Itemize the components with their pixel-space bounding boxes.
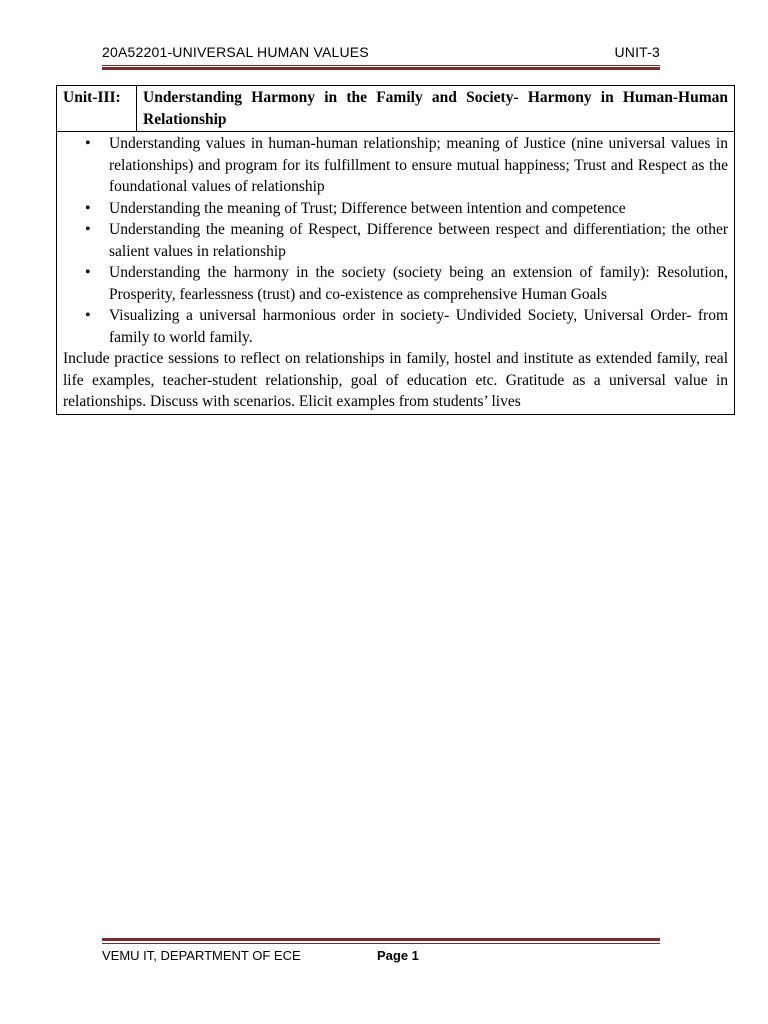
topic-item: • Understanding the meaning of Trust; Difference between intention and competence	[109, 198, 728, 220]
topic-list	[63, 133, 728, 348]
unit-title: Understanding Harmony in the Family and Society- Harmony in Human-Human Relationship	[137, 86, 735, 132]
department-name: VEMU IT, DEPARTMENT OF ECE	[102, 948, 301, 963]
practice-note: Include practice sessions to reflect on relationships in family, hostel and institute as extended family, real life examples, teacher-student relationship, goal of education etc. Gratitude as a universal value in relationships. Discuss with scenarios. Elicit examples from students’ lives	[63, 350, 728, 410]
header-divider-thick	[102, 67, 660, 70]
unit-heading-row	[57, 86, 735, 132]
page-number: Page 1	[377, 948, 419, 963]
unit-content	[57, 132, 735, 415]
footer-divider	[102, 943, 660, 944]
syllabus-table	[56, 85, 735, 415]
unit-number: UNIT-3	[614, 44, 660, 60]
footer-divider-thick	[102, 938, 660, 941]
header-divider	[102, 65, 660, 66]
topic-item: • Understanding values in human-human relationship; meaning of Justice (nine universal values in relationships) and program for its fulfillment to ensure mutual happiness; Trust and Respect as the foundational values of relationship	[109, 133, 728, 198]
unit-content-row	[57, 132, 735, 415]
unit-label: Unit-III:	[57, 86, 137, 132]
course-title: 20A52201-UNIVERSAL HUMAN VALUES	[102, 44, 369, 60]
topic-item: • Visualizing a universal harmonious order in society- Undivided Society, Universal Order- from family to world family.	[109, 305, 728, 348]
topic-item: • Understanding the harmony in the society (society being an extension of family): Resolution, Prosperity, fearlessness (trust) and co-existence as comprehensive Human Goals	[109, 262, 728, 305]
topic-item: • Understanding the meaning of Respect, Difference between respect and differentiation; the other salient values in relationship	[109, 219, 728, 262]
